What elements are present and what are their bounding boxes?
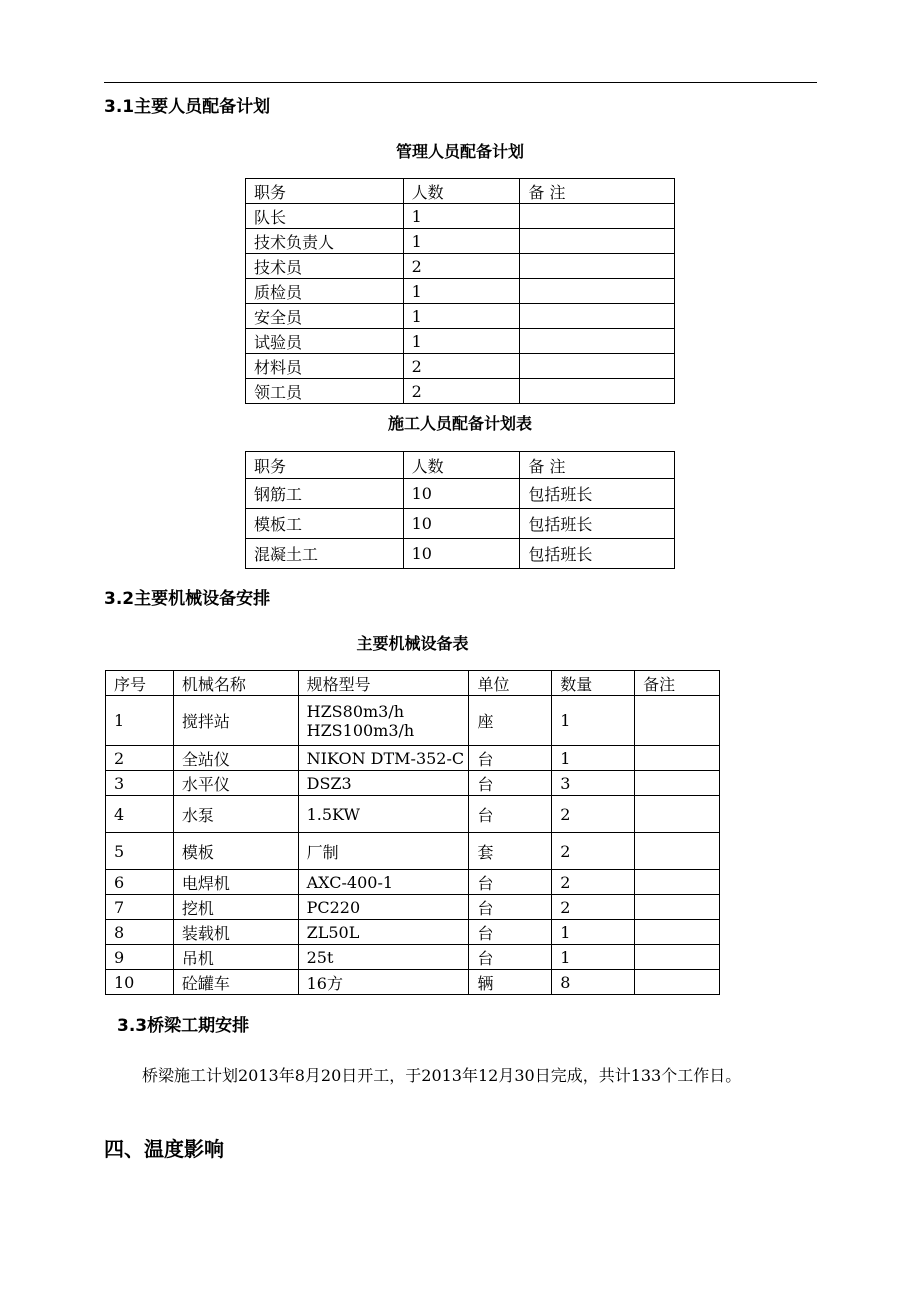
machines-cell: 套	[469, 833, 552, 870]
machines-header-cell: 单位	[469, 671, 552, 696]
workers-cell: 包括班长	[520, 539, 675, 569]
mgmt-cell	[520, 379, 675, 404]
mgmt-cell: 1	[403, 279, 520, 304]
machines-cell: 搅拌站	[173, 696, 298, 746]
machines-cell: NIKON DTM-352-C	[298, 746, 469, 771]
machines-header-cell: 备注	[635, 671, 720, 696]
machines-cell: 5	[106, 833, 174, 870]
workers-header-cell: 人数	[403, 452, 520, 479]
machines-cell: 2	[106, 746, 174, 771]
machines-row	[106, 970, 720, 995]
machines-cell: 25t	[298, 945, 469, 970]
machines-cell: 1	[552, 920, 635, 945]
machines-cell: 1	[106, 696, 174, 746]
machines-row	[106, 945, 720, 970]
machines-cell: 全站仪	[173, 746, 298, 771]
machines-cell: 3	[552, 771, 635, 796]
machines-table	[105, 670, 720, 995]
schedule-text: 桥梁施工计划2013年8月20日开工，于2013年12月30日完成，共计133个工作日。	[142, 1066, 742, 1085]
machines-cell: 1	[552, 945, 635, 970]
machines-cell: HZS80m3/h HZS100m3/h	[298, 696, 469, 746]
mgmt-cell	[520, 254, 675, 279]
section-3-2-heading: 3.2主要机械设备安排	[104, 589, 271, 609]
machines-cell	[635, 833, 720, 870]
workers-cell: 10	[403, 539, 520, 569]
workers-table	[245, 451, 675, 569]
machines-cell	[635, 945, 720, 970]
machines-header-cell: 机械名称	[173, 671, 298, 696]
machines-cell: 台	[469, 920, 552, 945]
mgmt-row	[246, 229, 675, 254]
mgmt-cell	[520, 304, 675, 329]
machines-cell	[635, 970, 720, 995]
mgmt-cell	[520, 204, 675, 229]
workers-table-caption: 施工人员配备计划表	[387, 414, 532, 433]
mgmt-row	[246, 329, 675, 354]
machines-header-cell: 序号	[106, 671, 174, 696]
workers-cell: 模板工	[246, 509, 404, 539]
machines-cell: ZL50L	[298, 920, 469, 945]
header-rule	[104, 82, 817, 83]
machines-table-caption: 主要机械设备表	[356, 634, 469, 653]
machines-cell: 8	[106, 920, 174, 945]
machines-cell: 座	[469, 696, 552, 746]
machines-cell: 水平仪	[173, 771, 298, 796]
mgmt-row	[246, 204, 675, 229]
section-3-3-heading: 3.3桥梁工期安排	[117, 1016, 250, 1036]
machines-cell: 台	[469, 870, 552, 895]
machines-cell: 台	[469, 945, 552, 970]
machines-row	[106, 895, 720, 920]
machines-row	[106, 920, 720, 945]
mgmt-header-row	[246, 179, 675, 204]
workers-row	[246, 509, 675, 539]
machines-cell: 装载机	[173, 920, 298, 945]
workers-cell: 10	[403, 509, 520, 539]
mgmt-cell	[520, 354, 675, 379]
mgmt-cell	[520, 279, 675, 304]
machines-header-cell: 规格型号	[298, 671, 469, 696]
machines-row	[106, 771, 720, 796]
mgmt-cell: 1	[403, 304, 520, 329]
mgmt-cell: 队长	[246, 204, 404, 229]
machines-cell: 1	[552, 746, 635, 771]
machines-cell: 1.5KW	[298, 796, 469, 833]
workers-cell: 混凝土工	[246, 539, 404, 569]
mgmt-table-caption: 管理人员配备计划	[395, 142, 524, 161]
machines-cell: 2	[552, 796, 635, 833]
machines-header-cell: 数量	[552, 671, 635, 696]
machines-cell: AXC-400-1	[298, 870, 469, 895]
mgmt-header-cell: 人数	[403, 179, 520, 204]
mgmt-header-cell: 备 注	[520, 179, 675, 204]
mgmt-cell: 技术员	[246, 254, 404, 279]
machines-row	[106, 796, 720, 833]
machines-cell: 辆	[469, 970, 552, 995]
machines-cell: 6	[106, 870, 174, 895]
machines-cell: 7	[106, 895, 174, 920]
mgmt-cell: 1	[403, 204, 520, 229]
machines-cell: 4	[106, 796, 174, 833]
mgmt-cell	[520, 329, 675, 354]
machines-cell	[635, 920, 720, 945]
mgmt-cell: 试验员	[246, 329, 404, 354]
section-3-1-heading: 3.1主要人员配备计划	[104, 97, 271, 117]
workers-cell: 钢筋工	[246, 479, 404, 509]
machines-cell: 台	[469, 895, 552, 920]
machines-cell	[635, 771, 720, 796]
mgmt-row	[246, 354, 675, 379]
machines-cell: 1	[552, 696, 635, 746]
mgmt-header-cell: 职务	[246, 179, 404, 204]
machines-cell: 台	[469, 796, 552, 833]
machines-cell: 2	[552, 833, 635, 870]
mgmt-cell: 质检员	[246, 279, 404, 304]
workers-cell: 10	[403, 479, 520, 509]
workers-header-cell: 职务	[246, 452, 404, 479]
workers-cell: 包括班长	[520, 509, 675, 539]
mgmt-row	[246, 254, 675, 279]
machines-cell: 厂制	[298, 833, 469, 870]
mgmt-row	[246, 379, 675, 404]
mgmt-table	[245, 178, 675, 404]
mgmt-cell	[520, 229, 675, 254]
machines-row	[106, 696, 720, 746]
machines-cell: 10	[106, 970, 174, 995]
workers-header-row	[246, 452, 675, 479]
workers-row	[246, 479, 675, 509]
mgmt-cell: 2	[403, 379, 520, 404]
machines-row	[106, 746, 720, 771]
machines-cell: 模板	[173, 833, 298, 870]
mgmt-cell: 材料员	[246, 354, 404, 379]
workers-header-cell: 备 注	[520, 452, 675, 479]
mgmt-cell: 安全员	[246, 304, 404, 329]
machines-cell	[635, 696, 720, 746]
mgmt-cell: 2	[403, 354, 520, 379]
machines-cell: 砼罐车	[173, 970, 298, 995]
machines-cell: 9	[106, 945, 174, 970]
machines-cell: 水泵	[173, 796, 298, 833]
machines-row	[106, 870, 720, 895]
machines-cell: 台	[469, 771, 552, 796]
workers-row	[246, 539, 675, 569]
section-4-heading: 四、温度影响	[104, 1137, 224, 1161]
machines-cell: 16方	[298, 970, 469, 995]
mgmt-cell: 领工员	[246, 379, 404, 404]
machines-cell	[635, 895, 720, 920]
mgmt-row	[246, 279, 675, 304]
machines-cell: 电焊机	[173, 870, 298, 895]
machines-cell: 8	[552, 970, 635, 995]
machines-cell: 3	[106, 771, 174, 796]
machines-cell: 吊机	[173, 945, 298, 970]
machines-cell: PC220	[298, 895, 469, 920]
machines-cell	[635, 796, 720, 833]
machines-cell: 台	[469, 746, 552, 771]
machines-cell	[635, 746, 720, 771]
mgmt-row	[246, 304, 675, 329]
schedule-paragraph	[104, 1058, 819, 1094]
machines-cell	[635, 870, 720, 895]
machines-cell: DSZ3	[298, 771, 469, 796]
machines-row	[106, 833, 720, 870]
machines-cell: 挖机	[173, 895, 298, 920]
mgmt-cell: 1	[403, 329, 520, 354]
machines-cell: 2	[552, 895, 635, 920]
machines-cell: 2	[552, 870, 635, 895]
mgmt-cell: 1	[403, 229, 520, 254]
mgmt-cell: 技术负责人	[246, 229, 404, 254]
mgmt-cell: 2	[403, 254, 520, 279]
machines-header-row	[106, 671, 720, 696]
workers-cell: 包括班长	[520, 479, 675, 509]
